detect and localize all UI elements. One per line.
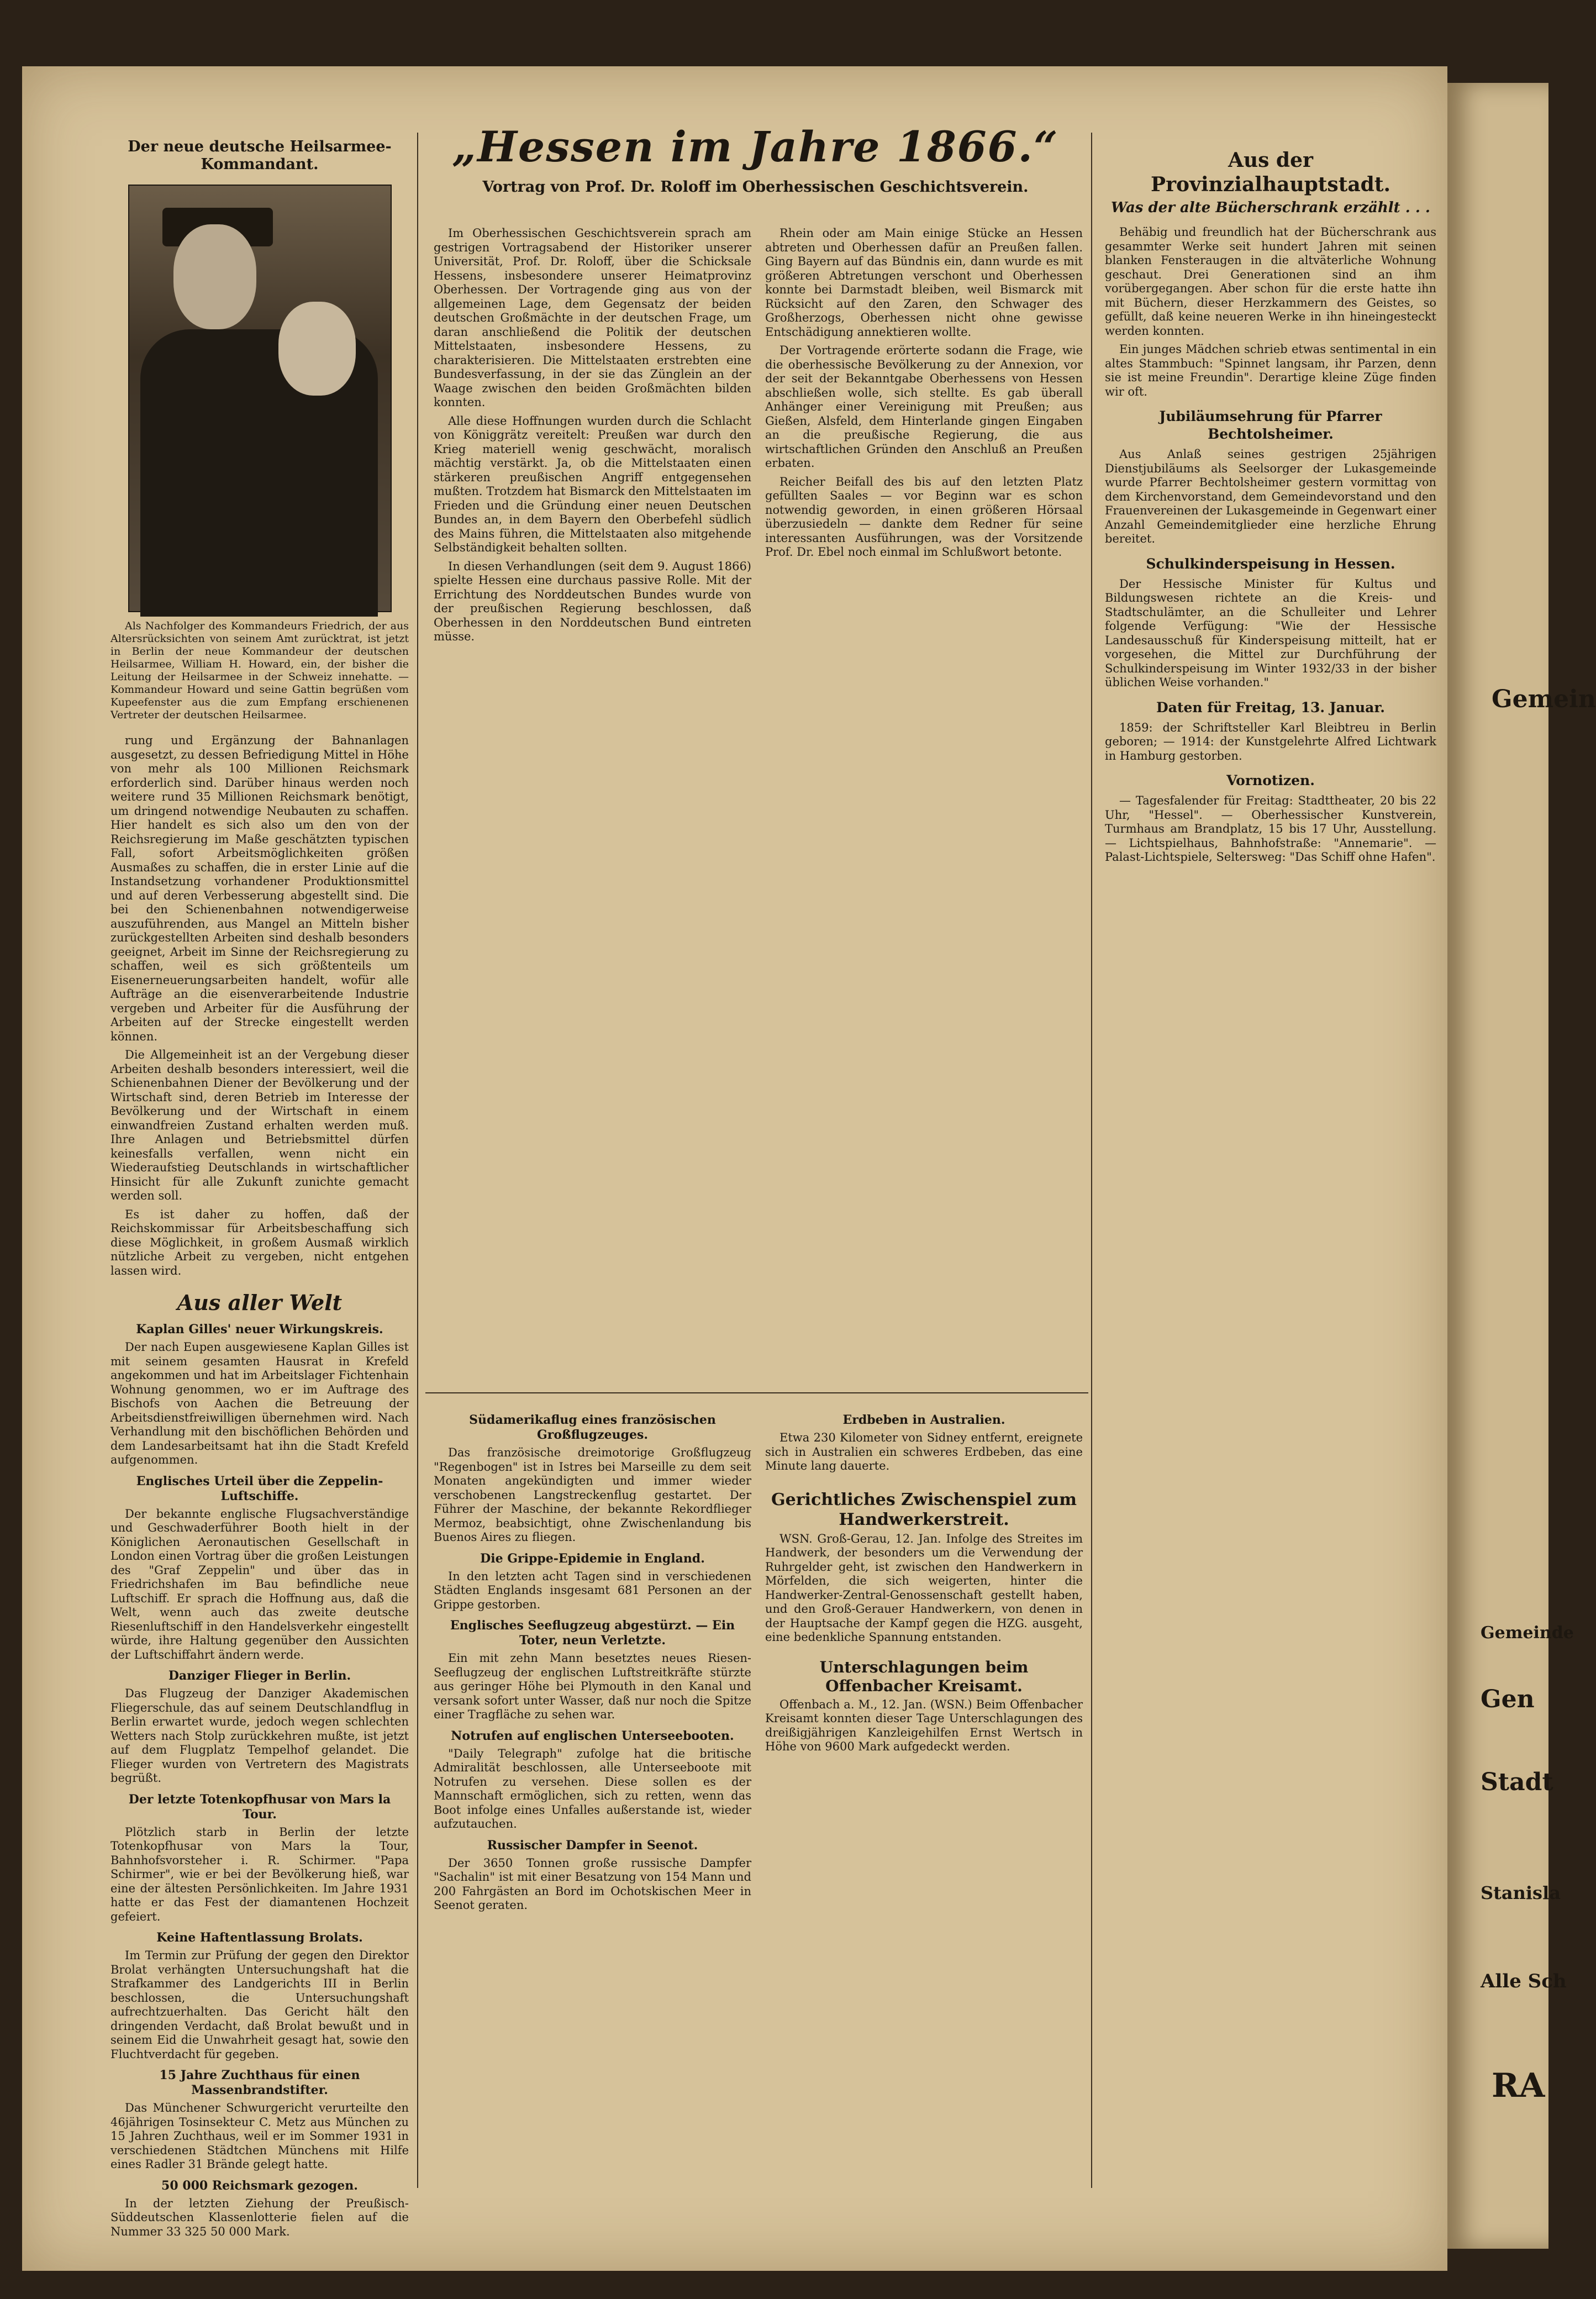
body-paragraph: Alle diese Hoffnungen wurden durch die Schlacht von Königgrätz vereitelt: Preußen war durch den Krieg materiell wenig geschwächt, moralisch mächtig verstärkt. Ja, ob die Mittelstaaten einen stärkeren preußischen Angriff entgegensehen mußten. Trotzdem hat Bismarck den Mittelstaaten im Frieden und die Gründung einer neuen Deutschen Bundes an, in dem Bayern den Oberbefehl südlich des Mains führen, die Mittelstaaten also mitgehende Selbständigkeit behalten sollten. [434, 414, 751, 554]
photo-headline: Der neue deutsche Heilsarmee-Kommandant. [128, 138, 392, 173]
section-title: Aus der Provinzialhauptstadt. [1151, 149, 1390, 196]
item-text: Das Münchener Schwurgericht verurteilte den 46jährigen Tosinsekteur C. Metz aus München zu 15 Jahren Zuchthaus, weil er im Sommer 1931 in verschiedenen Städtchen Münchens mit Hilfe eines Radler 31 Brände gelegt hatte. [110, 2101, 409, 2171]
body-paragraph: rung und Ergänzung der Bahnanlagen ausgesetzt, zu dessen Befriedigung Mittel in Höhe von mehr als 100 Millionen Reichsmark erforderlich sind. Darüber hinaus werden noch weitere rund 35 Millionen Reichsmark benötigt, um dringend notwendige Neubauten zu schaffen. Hier handelt es sich also um den von der Reichsregierung im Maße geschätzten typischen Fall, sofort Arbeitsmöglichkeiten größen Ausmaßes zu schaffen, die in erster Linie auf die Instandsetzung vorhandener Produktionsmittel und auf deren Verbesserung abgestellt sind. Die bei den Schienenbahnen notwendigerweise auszuführenden, aus Mangel an Mitteln bisher zurückgestellten Arbeiten sind deshalb besonders geeignet, Arbeit im Sinne der Reichsregierung zu schaffen, weil es sich größtenteils um Eisenerneuerungsarbeiten handelt, wofür alle Aufträge an die eisenverarbeitende Industrie vergeben und Arbeiter für die Ausführung der Arbeiten auf der Strecke eingestellt werden können. [110, 734, 409, 1043]
body-paragraph: Rhein oder am Main einige Stücke an Hessen abtreten und Oberhessen dafür an Preußen fallen. Ging Bayern auf das Bündnis ein, dann wurde es mit größeren Abtretungen verschont und Oberhessen konnte bei Darmstadt bleiben, weil Bismarck mit Rücksicht auf den Zaren, den Schwager des Großherzogs, Oberhessen nicht ohne gewisse Entschädigung annektieren wollte. [765, 227, 1083, 339]
item-title: Die Grippe-Epidemie in England. [480, 1551, 705, 1566]
center-article [428, 122, 1083, 208]
item-text: Der 3650 Tonnen große russische Dampfer "Sachalin" ist mit einer Besatzung von 154 Mann und 200 Fahrgästen an Bord im Ochotskischen Meer in Seenot geraten. [434, 1856, 751, 1912]
item-text: Der nach Eupen ausgewiesene Kaplan Gilles ist mit seinem gesamten Hausrat in Krefeld angekommen und hat im Arbeitslager Fichtenhain Wohnung genommen, wo er im Auftrage des Bischofs von Aachen die Betreuung der Arbeitsdienstfreiwilligen übernehmen wird. Nach Verhandlung mit den bischöflichen Behörden und dem Landesarbeitsamt hat ihn die Stadt Krefeld aufgenommen. [110, 1340, 409, 1466]
adjacent-page-edge [1447, 83, 1548, 2249]
item-title: 50 000 Reichsmark gezogen. [161, 2178, 358, 2193]
body-paragraph: Der Vortragende erörterte sodann die Frage, wie die oberhessische Bevölkerung zu der Annexion, vor der seit der Bekanntgabe Oberhessens von Hessen abschließen wolle, sich stellte. Es gab überall Anhänger einer Vereinigung mit Preußen; aus Gießen, Alsfeld, dem Hinterlande gingen Eingaben an die preußische Regierung, die aus wirtschaftlichen Gründen den Anschluß an Preußen erbaten. [765, 344, 1083, 470]
body-paragraph: Ein junges Mädchen schrieb etwas sentimental in ein altes Stammbuch: "Spinnet langsam, ihr Parzen, denn sie ist meine Freundin". Derartige kleine Züge finden wir oft. [1105, 343, 1436, 398]
item-title: Kaplan Gilles' neuer Wirkungskreis. [136, 1322, 383, 1337]
article-headline: Unterschlagungen beim Offenbacher Kreisamt. [819, 1658, 1029, 1695]
article-byline: Vortrag von Prof. Dr. Roloff im Oberhessischen Geschichtsverein. [482, 178, 1029, 196]
item-text: In der letzten Ziehung der Preußisch-Süddeutschen Klassenlotterie fielen auf die Nummer 33 325 50 000 Mark. [110, 2196, 409, 2238]
item-text: Ein mit zehn Mann besetztes neues Riesen-Seeflugzeug der englischen Luftstreitkräfte stürzte aus geringer Höhe bei Plymouth in den Kanal und versank sofort unter Wasser, daß nur noch die Spitze einer Tragfläche zu sehen war. [434, 1651, 751, 1721]
body-paragraph: Der Hessische Minister für Kultus und Bildungswesen richtete an die Kreis- und Stadtschulämter, an die Schulleiter und Lehrer folgende Verfügung: "Wie der Hessische Landesausschuß für Kinderspeisung mitteilt, hat er vorgesehen, die Mittel zur Durchführung der Schulkinderspeisung im Winter 1932/33 in der bisher üblichen Weise vorhanden." [1105, 577, 1436, 689]
edge-fragment: Alle Sch [1481, 1970, 1567, 1992]
edge-fragment: Gemein [1492, 685, 1596, 713]
item-text: Plötzlich starb in Berlin der letzte Totenkopfhusar von Mars la Tour, Bahnhofsvorsteher i. R. Schirmer. "Papa Schirmer", wie er bei der Bevölkerung hieß, war eine der ältesten Persönlichkeiten. Im Jahre 1931 hatte er das Fest der diamantenen Hochzeit gefeiert. [110, 1825, 409, 1923]
item-title: Erdbeben in Australien. [842, 1413, 1005, 1427]
news-items-column [434, 1406, 751, 1917]
body-paragraph: — Tagesfalender für Freitag: Stadttheater, 20 bis 22 Uhr, "Hessel". — Oberhessischer Kunstverein, Turmhaus am Brandplatz, 15 bis 17 Uhr, Ausstellung. — Lichtspielhaus, Bahnhofstraße: "Annemarie". — Palast-Lichtspiele, Seltersweg: "Das Schiff ohne Hafen". [1105, 794, 1436, 864]
photo-caption: Als Nachfolger des Kommandeurs Friedrich, der aus Altersrücksichten von seinem Amt zurücktrat, ist jetzt in Berlin der neue Kommandeur der deutschen Heilsarmee, William H. Howard, ein, der bisher die Leitung der Heilsarmee in der Schweiz innehatte. — Kommandeur Howard und seine Gattin begrüßen vom Kupeefenster aus die zum Empfang erschienenen Vertreter der deutschen Heilsarmee. [110, 620, 409, 721]
edge-fragment: Gen [1481, 1685, 1535, 1713]
item-title: Der letzte Totenkopfhusar von Mars la Tour. [128, 1792, 391, 1822]
article-headline: „Hessen im Jahre 1866.“ [452, 122, 1059, 171]
section-title: Aus aller Welt [177, 1290, 343, 1315]
body-paragraph: Reicher Beifall des bis auf den letzten Platz gefüllten Saales — vor Beginn war es schon notwendig geworden, in einen größeren Hörsaal überzusiedeln — dankte dem Redner für seine interessanten Ausführungen, was der Vorsitzende Prof. Dr. Ebel noch einmal im Schlußwort betonte. [765, 475, 1083, 559]
edge-fragment: Stanisla [1481, 1882, 1561, 1903]
center-right-subcolumn [765, 227, 1083, 564]
right-column [1105, 144, 1436, 869]
body-paragraph: Die Allgemeinheit ist an der Vergebung dieser Arbeiten deshalb besonders interessiert, weil die Schienenbahnen Diener der Bevölkerung und der Wirtschaft sind, deren Betrieb im Interesse der Bevölkerung und der Wirtschaft in einem einwandfreien Zustand erhalten werden muß. Ihre Anlagen und Betriebsmittel dürfen keinesfalls verfallen, wenn nicht ein Wiederaufstieg Deutschlands in wirtschaftlicher Hinsicht für alle Zukunft zunichte gemacht werden soll. [110, 1048, 409, 1202]
item-title: Südamerikaflug eines französischen Großflugzeuges. [469, 1413, 716, 1442]
item-text: Das französische dreimotorige Großflugzeug "Regenbogen" ist in Istres bei Marseille zu dem seit Monaten angekündigten und immer wieder verschobenen Langstreckenflug gestartet. Der Führer der Maschine, der bekannte Rekordflieger Mermoz, beabsichtigt, ohne Zwischenlandung bis Buenos Aires zu fliegen. [434, 1446, 751, 1544]
item-title: Englisches Urteil über die Zeppelin-Luftschiffe. [136, 1474, 383, 1503]
item-title: 15 Jahre Zuchthaus für einen Massenbrandstifter. [159, 2068, 360, 2097]
body-paragraph: Es ist daher zu hoffen, daß der Reichskommissar für Arbeitsbeschaffung sich diese Möglichkeit, in großem Ausmaß wirklich nützliche Arbeit zu vergeben, nicht entgehen lassen wird. [110, 1207, 409, 1277]
left-column [110, 83, 409, 2243]
news-items-column-2 [765, 1406, 1083, 1759]
item-text: Offenbach a. M., 12. Jan. (WSN.) Beim Offenbacher Kreisamt konnten dieser Tage Unterschlagungen des dreißigjährigen Kanzleigehilfen Ernst Wertsch in Höhe von 9600 Mark aufgedeckt werden. [765, 1697, 1083, 1753]
article-headline: Was der alte Bücherschrank erzählt . . . [1111, 199, 1430, 216]
article-headline: Schulkinderspeisung in Hessen. [1146, 555, 1395, 572]
body-paragraph: 1859: der Schriftsteller Karl Bleibtreu in Berlin geboren; — 1914: der Kunstgelehrte Alfred Lichtwark in Hamburg gestorben. [1105, 720, 1436, 762]
section-rule [425, 1392, 1088, 1393]
item-text: "Daily Telegraph" zufolge hat die britische Admiralität beschlossen, alle Unterseeboote mit Notrufen zu versehen. Diese sollen es der Mannschaft ermöglichen, sich zu retten, wenn das Boot infolge eines Unfalles außerstande ist, wieder aufzutauchen. [434, 1746, 751, 1830]
item-text: WSN. Groß-Gerau, 12. Jan. Infolge des Streites im Handwerk, der besonders um die Verwendung der Ruhrgelder geht, ist zwischen den Handwerkern in Mörfelden, die sich weigerten, hinter die Handwerker-Zentral-Genossenschaft gestellt haben, und den Groß-Gerauer Handwerkern, von denen in der Hauptsache der Kampf gegen die HZG. ausgeht, eine bedenkliche Spannung entstanden. [765, 1532, 1083, 1644]
item-title: Notrufen auf englischen Unterseebooten. [451, 1728, 734, 1743]
item-text: In den letzten acht Tagen sind in verschiedenen Städten Englands insgesamt 681 Personen an der Grippe gestorben. [434, 1569, 751, 1611]
article-headline: Jubiläumsehrung für Pfarrer Bechtolsheimer. [1159, 408, 1382, 442]
body-paragraph: In diesen Verhandlungen (seit dem 9. August 1866) spielte Hessen eine durchaus passive Rolle. Mit der Errichtung des Norddeutschen Bundes wurde von der preußischen Regierung beschlossen, daß Oberhessen in den Norddeutschen Bund eintreten müsse. [434, 559, 751, 643]
column-rule [1091, 133, 1092, 2188]
article-headline: Gerichtliches Zwischenspiel zum Handwerkerstreit. [771, 1490, 1077, 1529]
body-paragraph: Aus Anlaß seines gestrigen 25jährigen Dienstjubiläums als Seelsorger der Lukasgemeinde wurde Pfarrer Bechtolsheimer gestern vormittag von dem Kirchenvorstand, dem Gemeindevorstand und den Frauenvereinen der Lukasgemeinde in Gegenwart einer Anzahl Gemeindemitglieder eine herzliche Ehrung bereitet. [1105, 448, 1436, 545]
column-rule [417, 133, 418, 2188]
item-title: Englisches Seeflugzeug abgestürzt. — Ein Toter, neun Verletzte. [450, 1618, 735, 1648]
edge-fragment: Gemeinde [1481, 1623, 1574, 1643]
edge-fragment: RA [1492, 2066, 1545, 2105]
item-title: Danziger Flieger in Berlin. [168, 1669, 351, 1683]
item-title: Keine Haftentlassung Brolats. [156, 1930, 363, 1945]
item-title: Russischer Dampfer in Seenot. [487, 1838, 698, 1853]
item-text: Der bekannte englische Flugsachverständige und Geschwaderführer Booth hielt in der Königlichen Aeronautischen Gesellschaft in London einen Vortrag über die großen Leistungen des "Graf Zeppelin" und über das in Friedrichshafen im Bau befindliche neue Luftschiff. Er sprach die Hoffnung aus, daß die Welt, wenn auch das zweite deutsche Riesenluftschiff in den Handelsverkehr eingestellt würde, ihre Haltung gegenüber den Aussichten der Luftschiffahrt ändern werde. [110, 1507, 409, 1661]
center-left-subcolumn [434, 227, 751, 649]
item-text: Etwa 230 Kilometer von Sidney entfernt, ereignete sich in Australien ein schweres Erdbeben, das eine Minute lang dauerte. [765, 1431, 1083, 1472]
article-headline: Daten für Freitag, 13. Januar. [1156, 699, 1385, 716]
body-paragraph: Im Oberhessischen Geschichtsverein sprach am gestrigen Vortragsabend der Historiker unserer Universität, Prof. Dr. Roloff, über die Schicksale Hessens, insbesondere unserer Heimatprovinz Oberhessen. Der Vortragende ging aus von der allgemeinen Lage, dem Gegensatz der beiden deutschen Großmächte in der deutschen Frage, um daran anschließend die Politik der deutschen Mittelstaaten, insbesondere Hessens, zu charakterisieren. Die Mittelstaaten erstrebten eine Bundesverfassung, in der sie das Zünglein an der Waage zwischen den beiden Großmächten bilden konnten. [434, 227, 751, 409]
item-text: Im Termin zur Prüfung der gegen den Direktor Brolat verhängten Untersuchungshaft hat die Strafkammer des Landgerichts III in Berlin beschlossen, die Untersuchungshaft aufrechtzuerhalten. Das Gericht hält den dringenden Verdacht, daß Brolat bewußt und in seinem Eid die Unwahrheit gesagt hat, sowie den Fluchtverdacht für gegeben. [110, 1949, 409, 2061]
body-paragraph: Behäbig und freundlich hat der Bücherschrank aus gesammter Werke seit hundert Jahren mit seinen blanken Fensteraugen in die altväterliche Wohnung geschaut. Drei Generationen sind an ihm vorübergegangen. Aber schon für die erste hatte ihn mit Büchern, dieser Herzkammern des Geistes, so gefüllt, daß keine neueren Werke in ihn hineingesteckt werden konnten. [1105, 225, 1436, 338]
edge-fragment: Stadt [1481, 1768, 1553, 1796]
photo-heilsarmee-commander [128, 185, 392, 612]
item-text: Das Flugzeug der Danziger Akademischen Fliegerschule, das auf seinem Deutschlandflug in Berlin erwartet wurde, jedoch wegen schlechten Wetters nach Stolp zurückkehren mußte, ist jetzt auf dem Flugplatz Tempelhof gelandet. Die Flieger wurden von Vertretern des Magistrats begrüßt. [110, 1687, 409, 1785]
article-headline: Vornotizen. [1226, 772, 1315, 788]
